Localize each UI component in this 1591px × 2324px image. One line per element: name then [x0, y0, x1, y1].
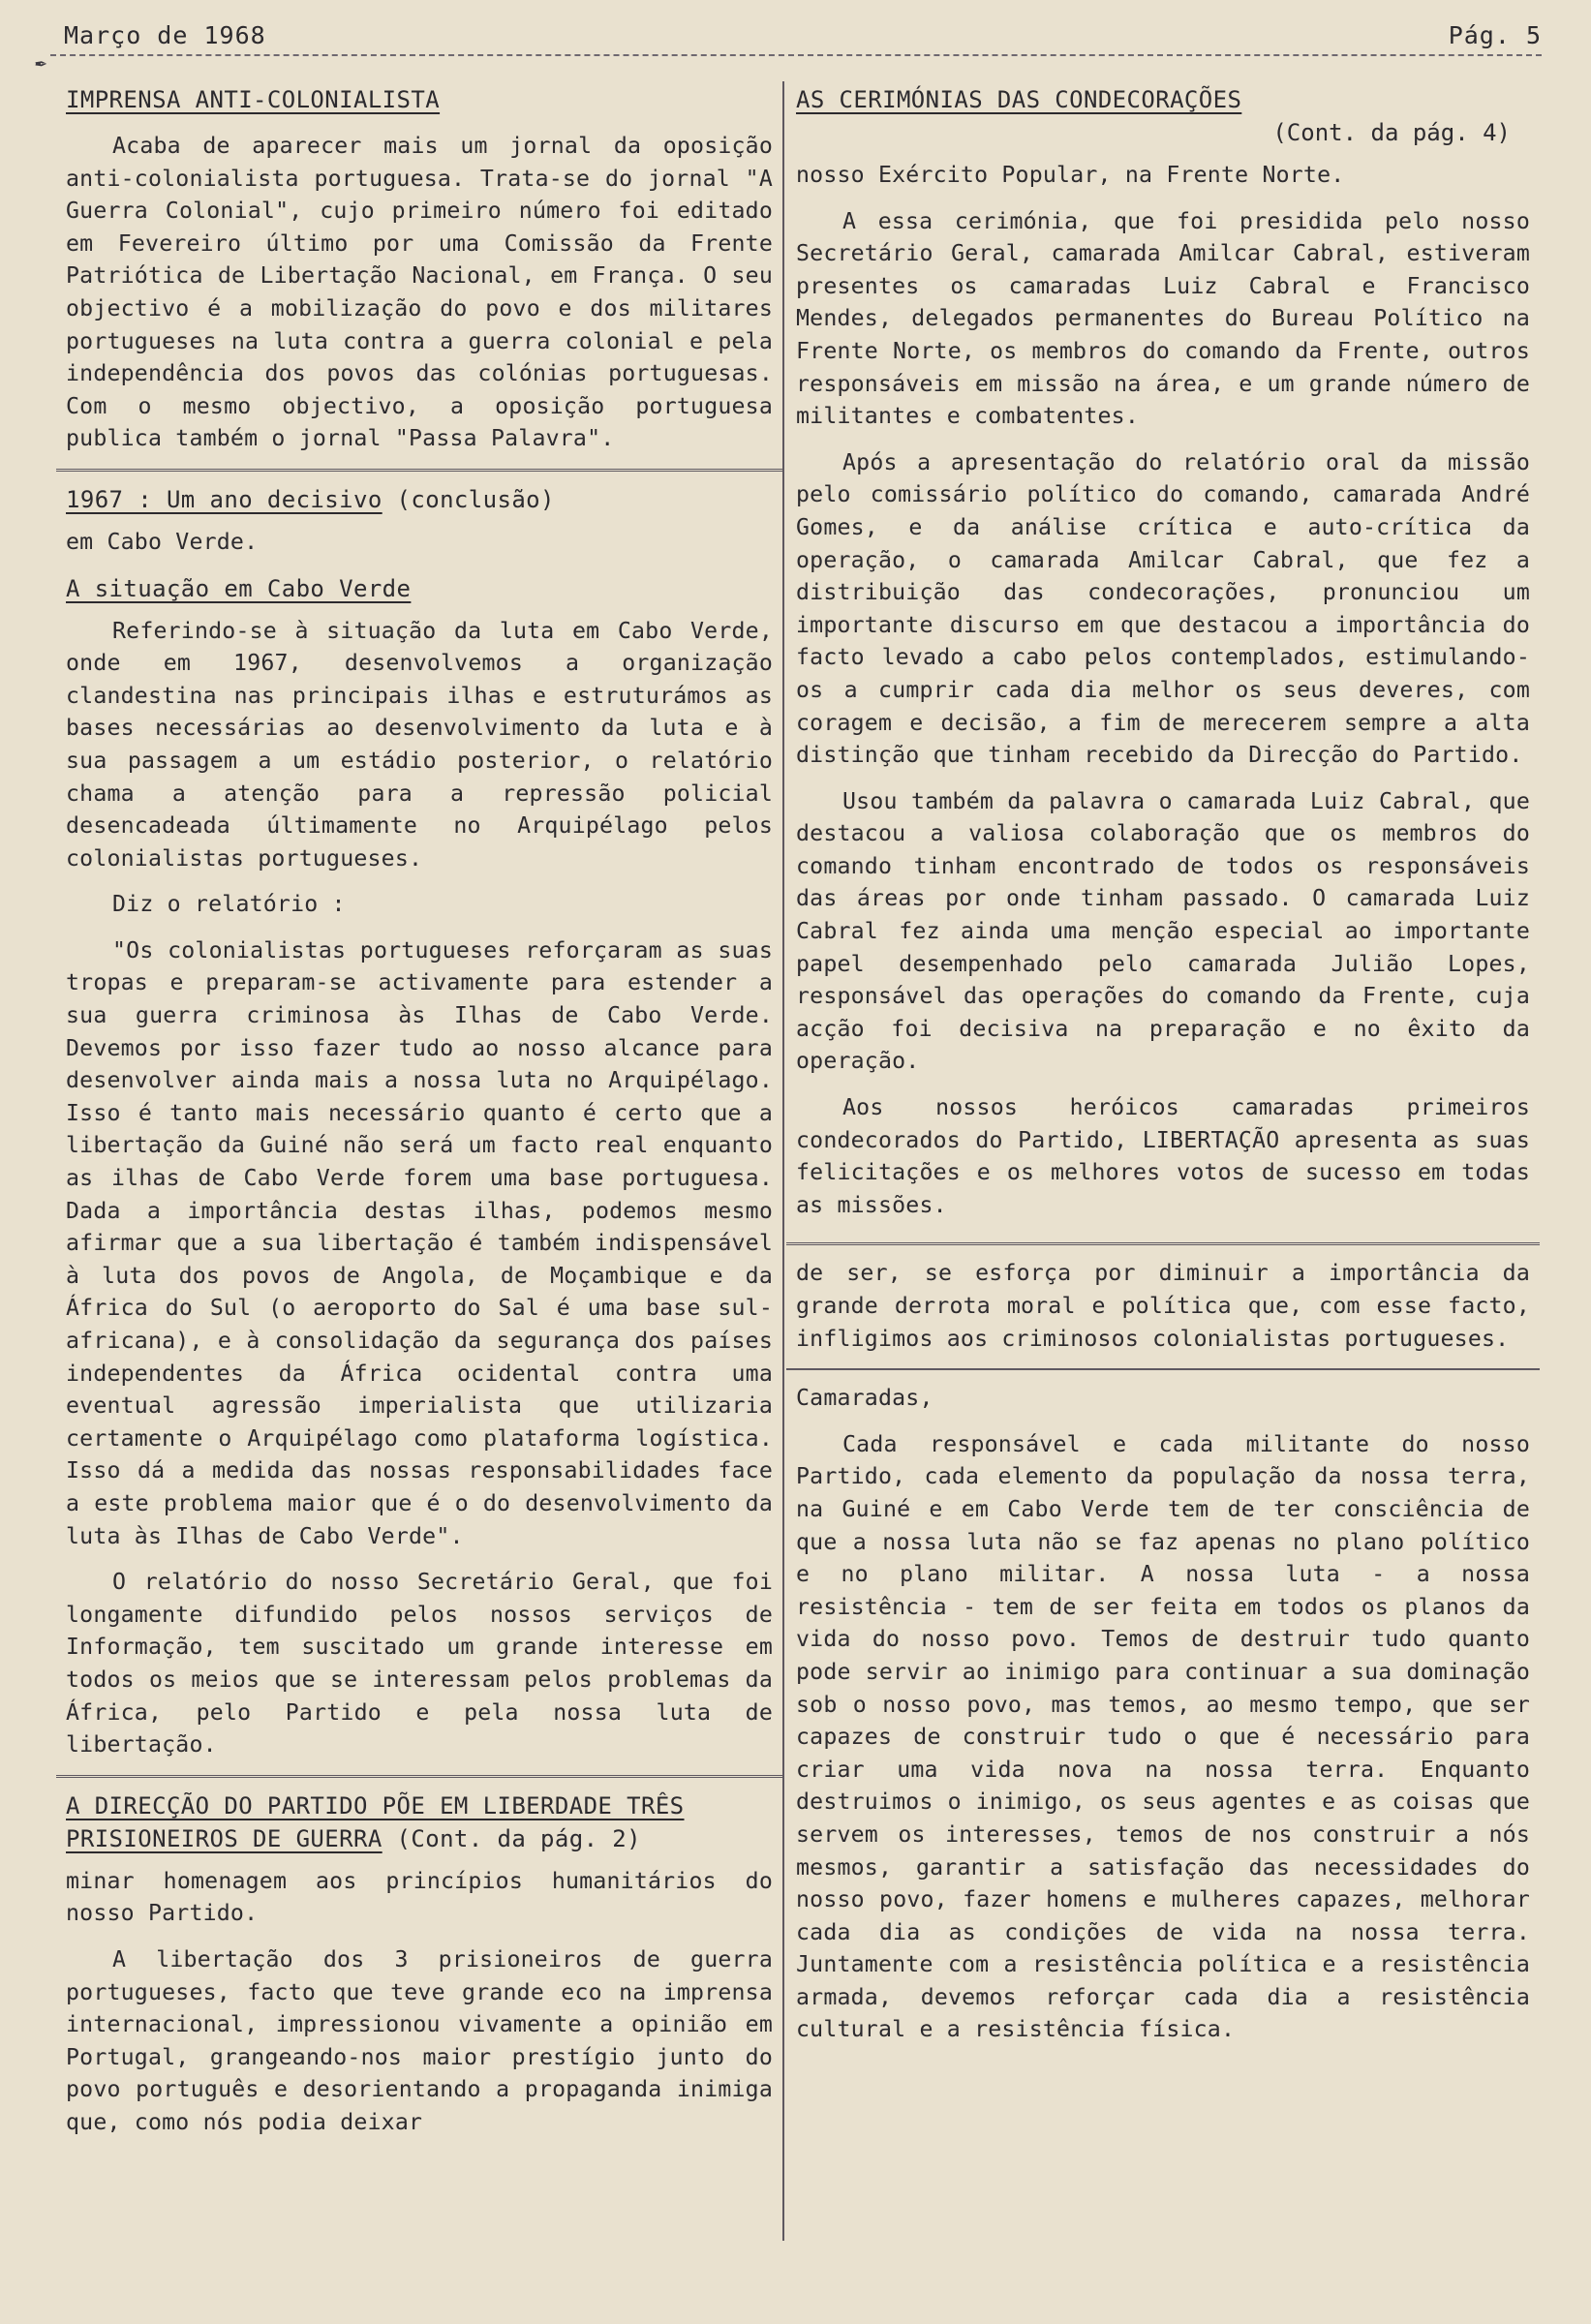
section-rule — [56, 1775, 782, 1778]
right-column — [796, 83, 1530, 2060]
article-title-text: AS CERIMÓNIAS DAS CONDECORAÇÕES — [796, 86, 1242, 113]
article-greeting: Camaradas, — [796, 1385, 933, 1412]
article-paragraph: Cada responsável e cada militante do nosso Partido, cada elemento da população da nossa terra, na Guiné e em Cabo Verde tem de ter consciência de que a nossa luta não se faz apenas no plano político e no plano militar. A nossa luta - a nossa resistência - tem de ser feita em todos os planos da vida do nosso povo. Temos de destruir tudo quanto pode servir ao inimigo para continuar a sua dominação sob o nosso povo, mas temos, ao mesmo tempo, que ser capazes de construir tudo o que é necessário para criar uma vida nova na nossa terra. Enquanto destruimos o inimigo, os seus agentes e as coisas que servem os interesses, temos de nos construir a nós mesmos, garantir a satisfação das necessidades do nosso povo, fazer homens e mulheres capazes, melhorar cada dia as condições de vida na nossa terra. Juntamente com a resistência política e a resistência armada, devemos reforçar cada dia a resistência cultural e a resistência física. — [796, 1430, 1530, 2043]
article-paragraph: A essa cerimónia, que foi presidida pelo nosso Secretário Geral, camarada Amilcar Cabral, estiveram presentes os camaradas Luiz Cabral e Francisco Mendes, delegados permanentes do Bureau Político na Frente Norte, os membros do comando da Frente, outros responsáveis em missão na área, e um grande número de militantes e combatentes. — [796, 207, 1530, 430]
article-paragraph: Usou também da palavra o camarada Luiz Cabral, que destacou a valiosa colaboração que os membros do comando tinham encontrado de todos os responsáveis das áreas por onde tinham passado. O camarada Luiz Cabral fez ainda uma menção especial ao importante papel desempenhado pelo camarada Julião Lopes, responsável das operações do comando da Frente, cuja acção foi decisiva na preparação e no êxito da operação. — [796, 787, 1530, 1075]
section-rule — [786, 1242, 1540, 1245]
article-1967 — [66, 483, 773, 1761]
article-title — [796, 83, 1530, 116]
article-paragraph: Após a apresentação do relatório oral da missão pelo comissário político do comando, camarada André Gomes, e da análise crítica e auto-crítica da operação, o camarada Amilcar Cabral, que fez a distribuição das condecorações, pronunciou um importante discurso em que destacou a importância do facto levado a cabo pelos contemplados, estimulando-os a cumprir cada dia melhor os seus deveres, com coragem e decisão, a fim de merecerem sempre a alta distinção que tinham recebido da Direcção do Partido. — [796, 448, 1530, 769]
article-title — [66, 83, 773, 116]
article-continuation: (Cont. da pág. 4) — [1272, 119, 1511, 146]
article-paragraph: Referindo-se à situação da luta em Cabo Verde, onde em 1967, desenvolvemos a organização clandestina nas principais ilhas e estruturámos as bases necessárias ao desenvolvimento da luta e à sua passagem a um estádio posterior, o relatório chama a atenção para a repressão policial desencadeada últimamente no Arquipélago pelos colonialistas portugueses. — [66, 617, 773, 872]
article-camaradas — [796, 1382, 1530, 2046]
article-title-suffix: (conclusão) — [382, 485, 555, 513]
article-title — [66, 483, 773, 516]
header-date: Março de 1968 — [64, 21, 266, 49]
article-quote: "Os colonialistas portugueses reforçaram as suas tropas e preparam-se activamente para estender a sua guerra criminosa às Ilhas de Cabo Verde. Devemos por isso fazer tudo ao nosso alcance para desenvolver ainda mais a nossa luta no Arquipélago. Isso é tanto mais necessário quanto é certo que a libertação da Guiné não será um facto real enquanto as ilhas de Cabo Verde forem uma base portuguesa. Dada a importância destas ilhas, podemos mesmo afirmar que a sua libertação é também indispensável à luta dos povos de Angola, de Moçambique e da África do Sul (o aeroporto do Sal é uma base sul-africana), e à consolidação da segurança dos países independentes da África ocidental contra uma eventual agressão imperialista que utilizaria certamente o Arquipélago como plataforma logística. Isso dá a medida das nossas responsabilidades face a este problema maior que é o do desenvolvimento da luta às Ilhas de Cabo Verde". — [66, 936, 773, 1549]
column-divider — [782, 81, 784, 2241]
article-imprensa — [66, 83, 773, 455]
ink-mark-icon: ✒ — [35, 50, 47, 74]
article-paragraph: O relatório do nosso Secretário Geral, que foi longamente difundido pelos nossos serviços de Informação, tem suscitado um grande interesse em todos os meios que se interessam pelos problemas da África, pelo Partido e pela nossa luta de libertação. — [66, 1569, 773, 1758]
article-title-text: 1967 : Um ano decisivo — [66, 485, 382, 513]
article-prisioneiros — [66, 1789, 773, 2139]
section-rule — [56, 469, 782, 472]
article-paragraph: minar homenagem aos princípios humanitários do nosso Partido. — [66, 1867, 773, 1927]
article-subtitle — [66, 572, 773, 605]
page-header — [50, 19, 1542, 56]
section-rule — [786, 1368, 1540, 1370]
article-paragraph: A libertação dos 3 prisioneiros de guerra portugueses, facto que teve grande eco na imprensa internacional, impressionou vivamente a opinião em Portugal, grangeando-nos maior prestígio junto do povo português e desorientando a propaganda inimiga que, como nós podia deixar — [66, 1945, 773, 2135]
article-subtitle-text: A situação em Cabo Verde — [66, 574, 412, 602]
article-title-text: IMPRENSA ANTI-COLONIALISTA — [66, 86, 441, 113]
article-cerimonias — [796, 83, 1530, 1221]
article-paragraph: Diz o relatório : — [112, 891, 346, 918]
article-continuation: (Cont. da pág. 2) — [382, 1824, 641, 1852]
left-column — [66, 83, 773, 2152]
article-paragraph: nosso Exército Popular, na Frente Norte. — [796, 162, 1345, 188]
page-number: Pág. 5 — [1448, 21, 1542, 49]
article-paragraph: Acaba de aparecer mais um jornal da oposição anti-colonialista portuguesa. Trata-se do jornal "A Guerra Colonial", cujo primeiro número foi editado em Fevereiro último por uma Comissão da Frente Patriótica de Libertação Nacional, em França. O seu objectivo é a mobilização do povo e dos militares portugueses na luta contra a guerra colonial e pela independência dos povos das colónias portuguesas. Com o mesmo objectivo, a oposição portuguesa publica também o jornal "Passa Palavra". — [66, 133, 773, 452]
article-paragraph: Aos nossos heróicos camaradas primeiros condecorados do Partido, LIBERTAÇÃO apresenta as suas felicitações e os melhores votos de sucesso em todas as missões. — [796, 1094, 1530, 1218]
article-prisioneiros-continued — [796, 1257, 1530, 1355]
article-lead: em Cabo Verde. — [66, 528, 259, 555]
article-paragraph: de ser, se esforça por diminuir a importância da grande derrota moral e política que, com esse facto, infligimos aos criminosos colonialistas portugueses. — [796, 1260, 1530, 1352]
article-title — [66, 1789, 773, 1855]
article-title-text: A DIRECÇÃO DO PARTIDO PÕE EM LIBERDADE TRÊS PRISIONEIROS DE GUERRA — [66, 1791, 685, 1852]
